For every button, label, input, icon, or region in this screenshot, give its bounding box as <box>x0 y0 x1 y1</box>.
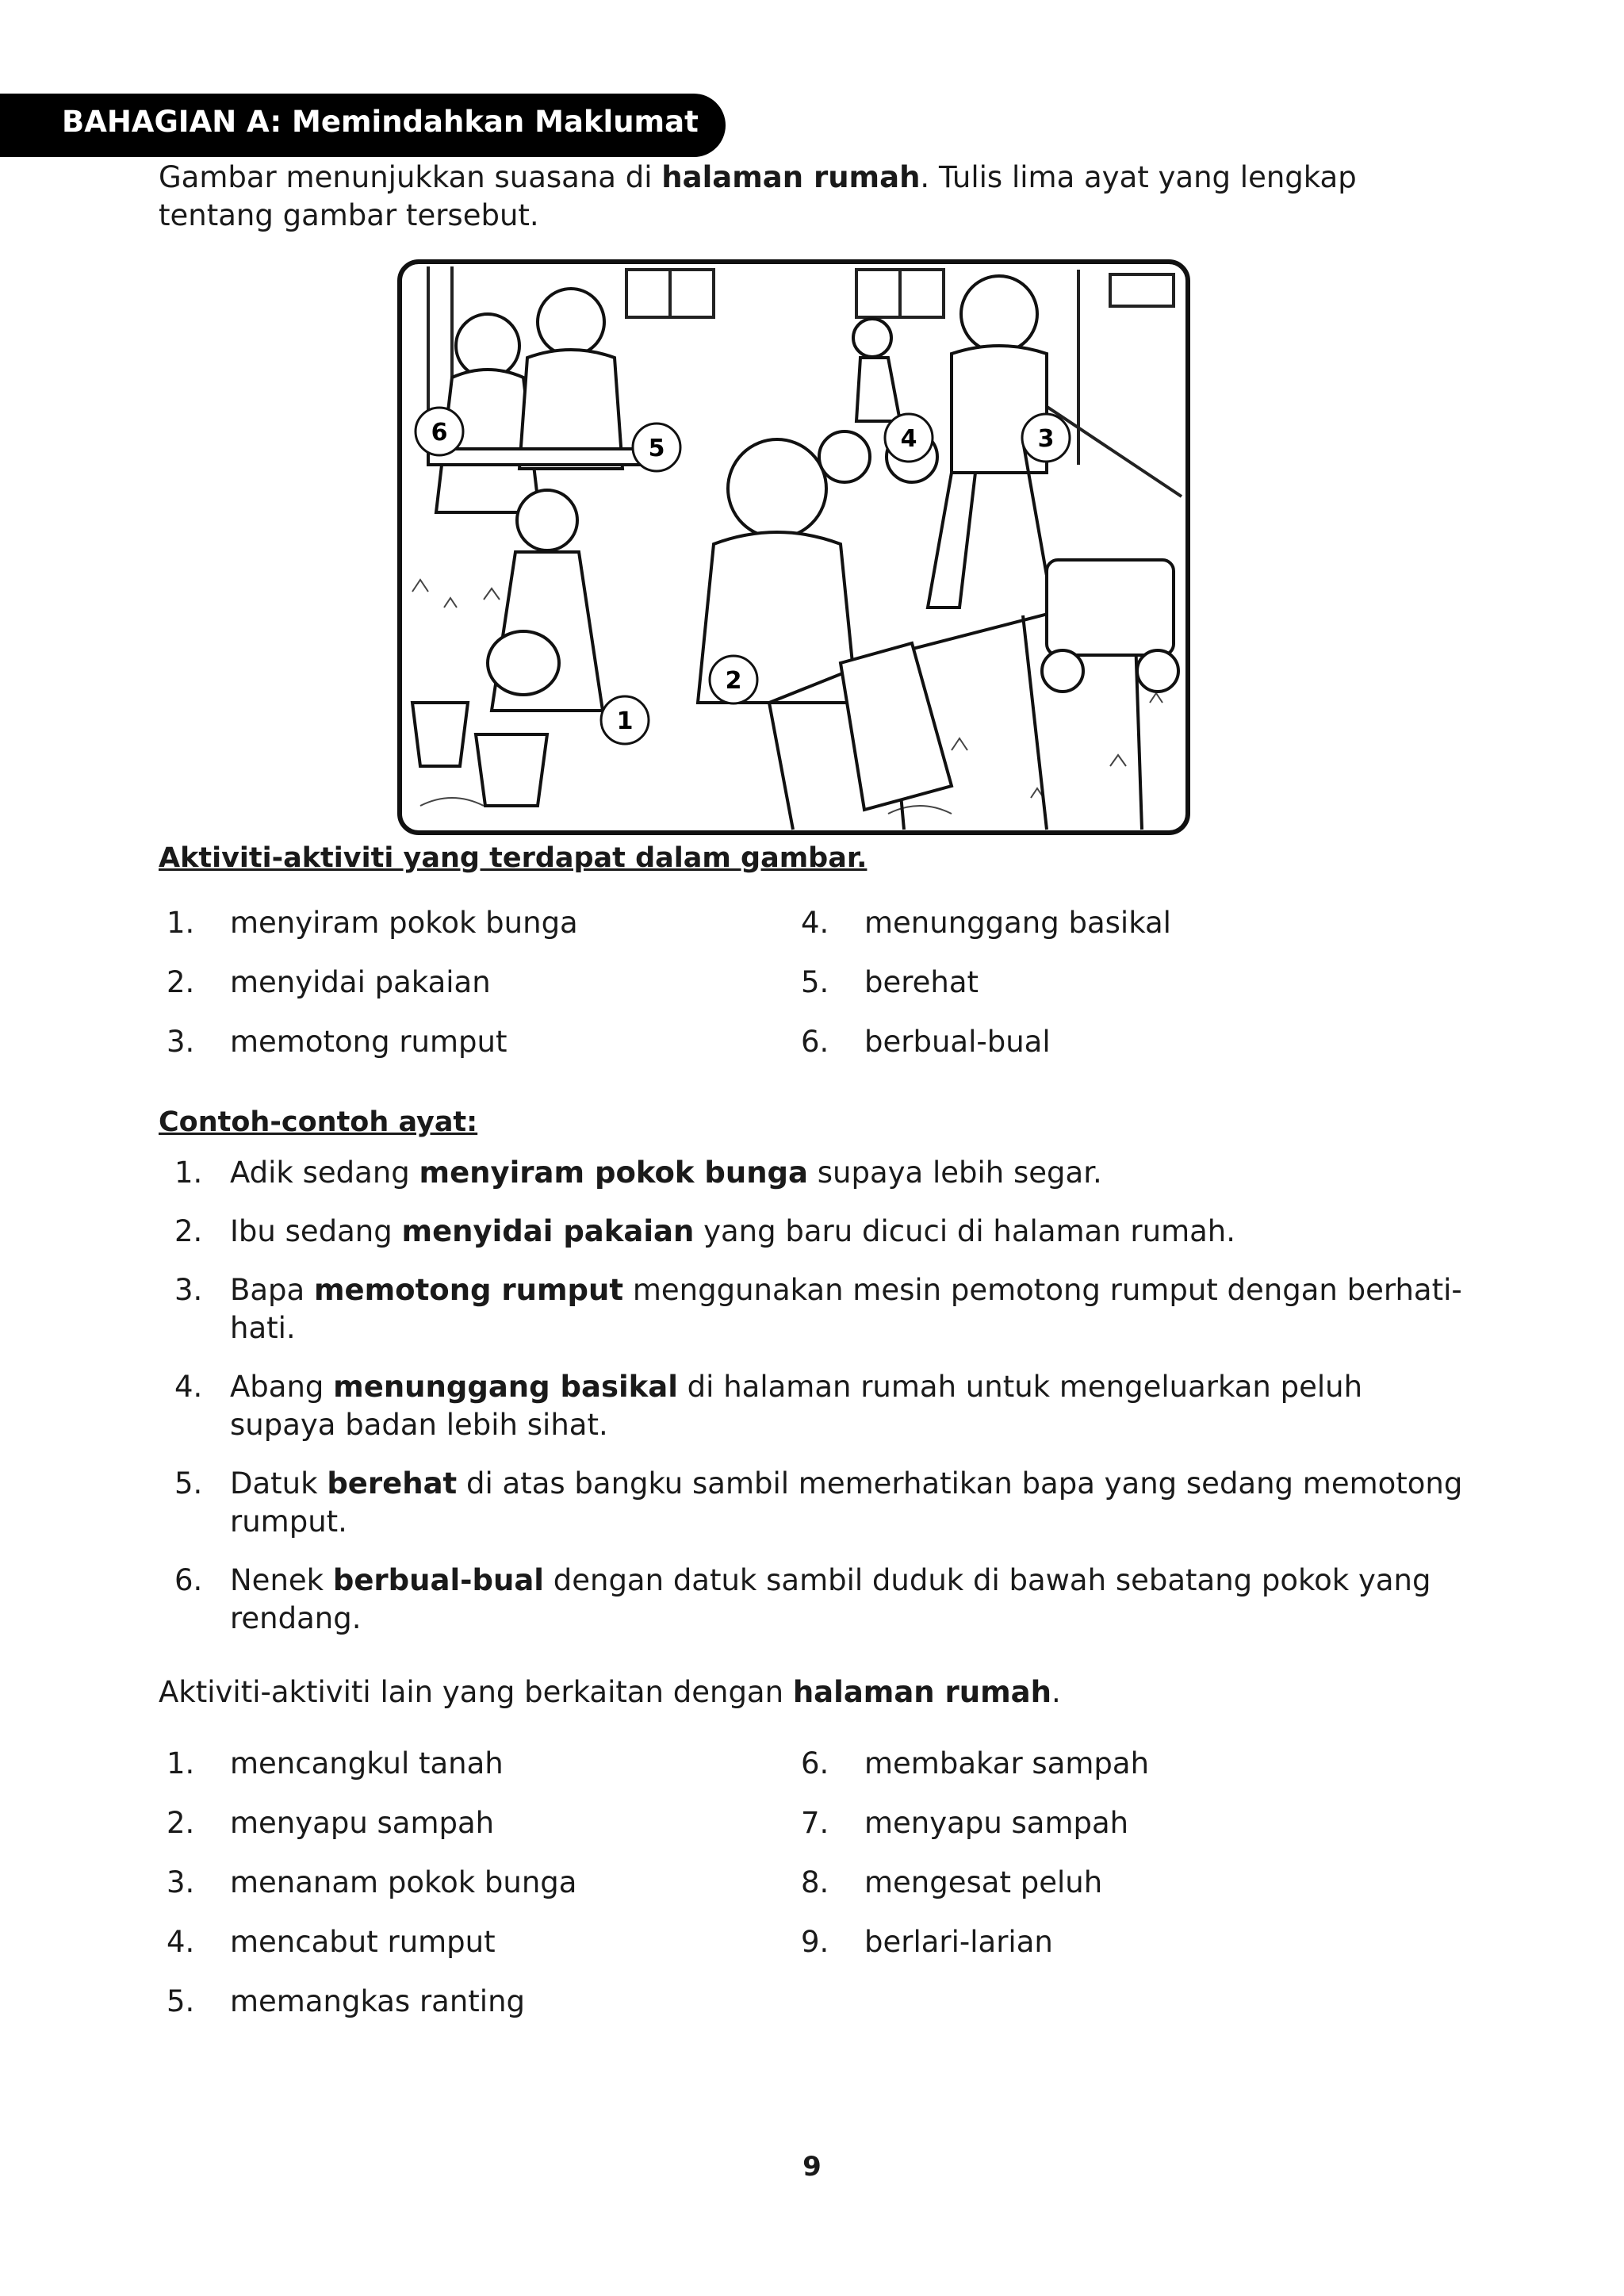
activities-title: Aktiviti-aktiviti yang terdapat dalam gambar. <box>159 842 868 874</box>
intro-text-2: . Tulis lima ayat yang lengkap tentang gambar tersebut. <box>159 160 1357 232</box>
marker-2: 2 <box>725 667 742 695</box>
list-item: 4. Abang menunggang basikal di halaman rumah untuk mengeluarkan peluh supaya badan lebih sihat. <box>174 1370 1363 1442</box>
marker-6: 6 <box>431 419 448 447</box>
list-item: 6. Nenek berbual-bual dengan datuk sambil duduk di bawah sebatang pokok yang rendang. <box>174 1563 1431 1635</box>
page-number: 9 <box>802 2151 822 2183</box>
marker-5: 5 <box>648 435 665 462</box>
list-item: 1. Adik sedang menyiram pokok bunga supaya lebih segar. <box>174 1156 1102 1190</box>
other-activities-title: Aktiviti-aktiviti lain yang berkaitan dengan halaman rumah. <box>159 1675 1061 1709</box>
examples-list <box>159 1154 1475 1658</box>
marker-3: 3 <box>1037 425 1055 453</box>
intro-bold: halaman rumah <box>661 160 921 194</box>
yard-illustration <box>396 259 1191 836</box>
intro-text-1: Gambar menunjukkan suasana di <box>159 160 662 194</box>
marker-4: 4 <box>900 425 917 453</box>
list-item: 2. Ibu sedang menyidai pakaian yang baru dicuci di halaman rumah. <box>174 1214 1236 1248</box>
examples-title: Contoh-contoh ayat: <box>159 1106 478 1138</box>
section-header-title: BAHAGIAN A: Memindahkan Maklumat <box>62 105 699 139</box>
marker-1: 1 <box>616 707 634 735</box>
section-header-bar <box>0 94 726 157</box>
intro-paragraph <box>159 159 1475 235</box>
list-item: 3. Bapa memotong rumput menggunakan mesin pemotong rumput dengan berhati-hati. <box>174 1273 1462 1345</box>
list-item: 5. Datuk berehat di atas bangku sambil memerhatikan bapa yang sedang memotong rumput. <box>174 1466 1463 1539</box>
